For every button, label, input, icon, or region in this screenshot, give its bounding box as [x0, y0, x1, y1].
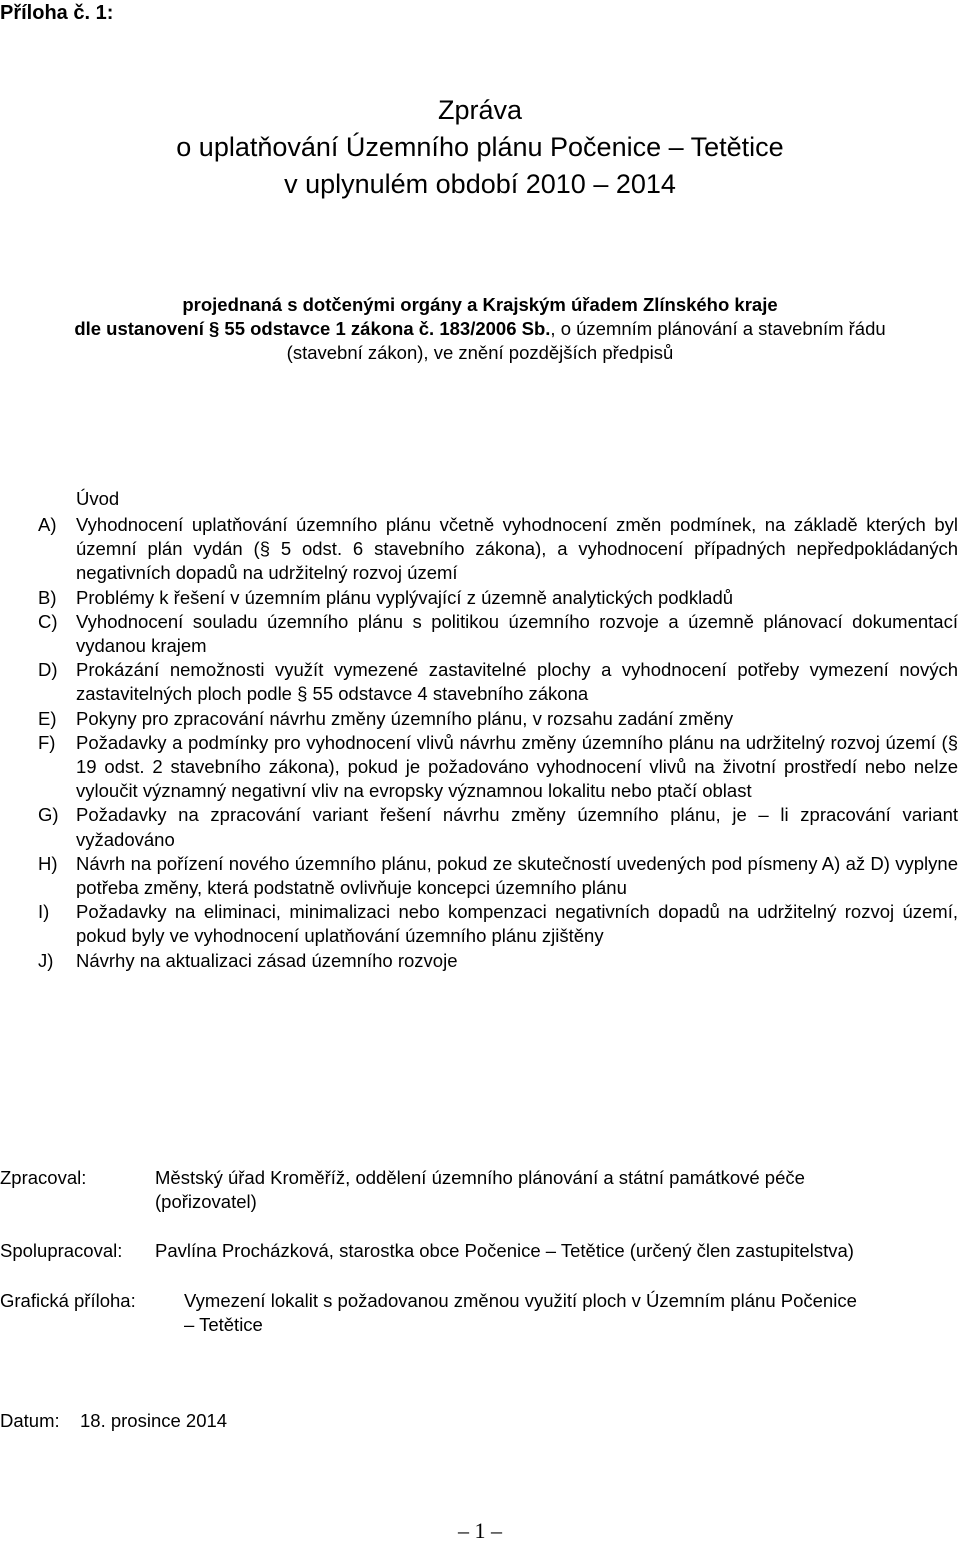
toc-item-i [0, 900, 958, 948]
prepared-value-2: (pořizovatel) [155, 1191, 257, 1212]
toc-text: Návrh na pořízení nového územního plánu, pokud ze skutečností uvedených pod písmeny A) až D) vyplyne potřeba změny, která podstatně ovlivňuje koncepci územního plánu [76, 852, 958, 899]
toc-item-a [0, 513, 958, 586]
graphic-label: Grafická příloha: [0, 1290, 136, 1311]
date-label: Datum: [0, 1410, 60, 1431]
toc-item-g [0, 803, 958, 851]
toc-text: Požadavky a podmínky pro vyhodnocení vlivů návrhu změny územního plánu na udržitelný rozvoj území (§ 19 odst. 2 stavebního zákona), pokud je požadováno vyhodnocení vlivů na životní prostředí nebo nelze vyloučit významný negativní vliv na evropsky významnou lokalitu nebo ptačí oblast [76, 731, 958, 802]
toc-text: Požadavky na eliminaci, minimalizaci nebo kompenzaci negativních dopadů na udržitelný rozvoj území, pokud byly ve vyhodnocení uplatňování územního plánu zjištěny [76, 901, 958, 947]
subtitle-bold [0, 293, 960, 317]
toc-text: Pokyny pro zpracování návrhu změny územního plánu, v rozsahu zadání změny [76, 707, 734, 729]
cooperated-label: Spolupracoval: [0, 1240, 123, 1261]
graphic-value: Vymezení lokalit s požadovanou změnou využití ploch v Územním plánu Počenice [184, 1290, 857, 1311]
prepared-value: Městský úřad Kroměříž, oddělení územního plánování a státní památkové péče [155, 1167, 805, 1188]
subtitle-line-3: (stavební zákon), ve znění pozdějších předpisů [286, 342, 674, 363]
toc-letter: F) [38, 731, 56, 753]
toc-item-f [0, 731, 958, 804]
toc-letter: C) [38, 610, 58, 632]
toc-letter: D) [38, 659, 58, 681]
toc-text: Vyhodnocení souladu územního plánu s politikou územního rozvoje a územně plánovací dokumentací vydanou krajem [76, 610, 958, 657]
graphic-value-2: – Tetětice [184, 1314, 263, 1335]
toc-letter: J) [38, 949, 54, 971]
title-line-2: o uplatňování Územního plánu Počenice – Tetětice [176, 132, 784, 162]
toc-text: Vyhodnocení uplatňování územního plánu včetně vyhodnocení změn podmínek, na základě kterých byl územní plán vydán (§ 5 odst. 6 stavebního zákona), a vyhodnocení případných nepředpokládaných negativních dopadů na udržitelný rozvoj území [76, 514, 958, 584]
toc-item-h [0, 852, 958, 900]
toc-text: Návrhy na aktualizaci zásad územního rozvoje [76, 949, 458, 971]
title-line-3: v uplynulém období 2010 – 2014 [284, 169, 676, 199]
document-title [0, 92, 960, 203]
toc-item-b [0, 586, 958, 610]
date-row [0, 1409, 227, 1433]
toc-item-c [0, 610, 958, 658]
page-number: – 1 – [458, 1518, 502, 1543]
prepared-label: Zpracoval: [0, 1167, 87, 1188]
annex-label: Příloha č. 1: [0, 2, 114, 24]
cooperated-value: Pavlína Procházková, starostka obce Počenice – Tetětice (určený člen zastupitelstva) [155, 1240, 854, 1261]
table-of-contents [0, 513, 958, 973]
toc-letter: H) [38, 852, 58, 874]
toc-text: Problémy k řešení v územním plánu vyplývající z územně analytických podkladů [76, 586, 734, 608]
toc-letter: G) [38, 804, 59, 826]
subtitle-line-2b: , o územním plánování a stavebním řádu [550, 318, 886, 339]
date-value: 18. prosince 2014 [80, 1410, 228, 1431]
toc-item-d [0, 658, 958, 706]
toc-item-j [0, 949, 958, 973]
toc-letter: A) [38, 514, 57, 535]
subtitle-line-2a: dle ustanovení § 55 odstavce 1 zákona č. 183/2006 Sb. [74, 318, 551, 339]
subtitle-line-2 [0, 317, 960, 341]
cooperated-row [0, 1239, 854, 1263]
toc-item-e [0, 707, 958, 731]
toc-letter: I) [38, 901, 50, 923]
subtitle-line-1: projednaná s dotčenými orgány a Krajským úřadem Zlínského kraje [182, 294, 778, 315]
graphic-attachment-row [0, 1289, 857, 1313]
prepared-by-row [0, 1166, 805, 1190]
toc-letter: B) [38, 586, 57, 608]
toc-letter: E) [38, 707, 57, 729]
toc-intro: Úvod [76, 488, 120, 509]
title-line-1: Zpráva [437, 95, 523, 125]
toc-text: Prokázání nemožnosti využít vymezené zastavitelné plochy a vyhodnocení potřeby vymezení nových zastavitelných ploch podle § 55 odstavce 4 stavebního zákona [76, 659, 958, 705]
toc-text: Požadavky na zpracování variant řešení návrhu změny územního plánu, je – li zpracování variant vyžadováno [76, 804, 958, 850]
